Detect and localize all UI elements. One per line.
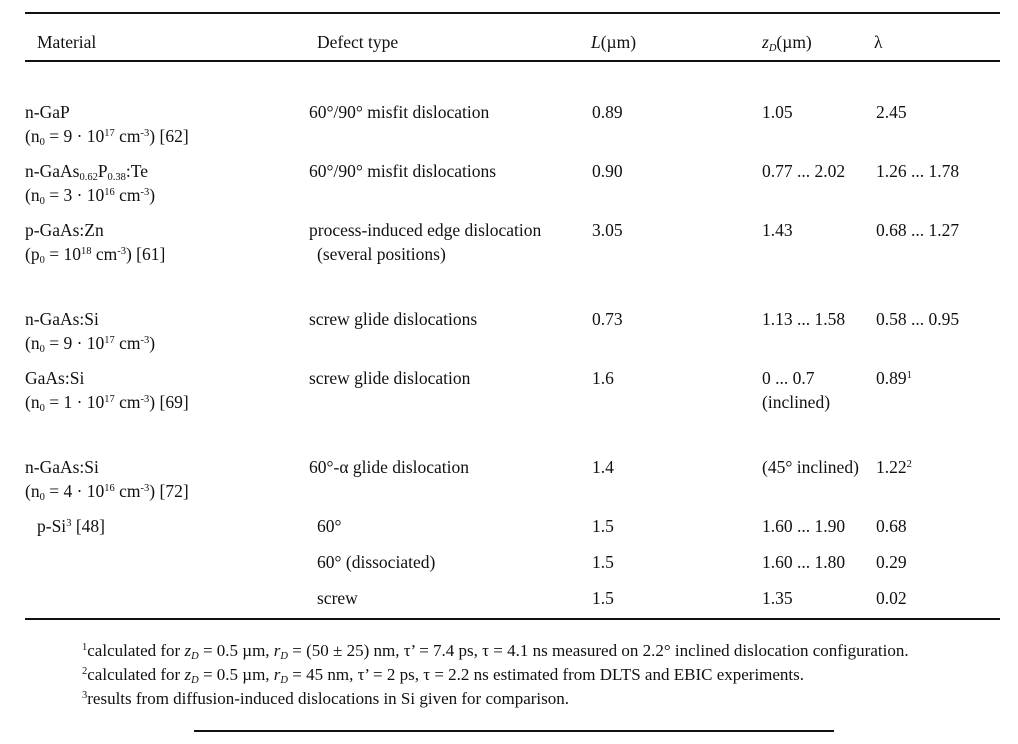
material-cell: n-GaAs:Si	[25, 457, 99, 477]
page-bottom-rule	[194, 730, 834, 732]
material-cell: p-Si$^3$ [48]	[37, 516, 105, 536]
material-doping: ($n_0 = 9 \cdot 10^{17}$ $cm^{-3}$)	[25, 333, 156, 355]
defect-cell: process-induced edge dislocation	[309, 220, 542, 240]
material-cell: $n-GaAs_{0.62}P_{0.38}:Te$	[25, 161, 149, 183]
material-cell: n-GaAs:Si	[25, 309, 99, 329]
zd-cell: 0.77 ... 2.02	[762, 161, 846, 181]
lambda-cell: 0.02	[876, 588, 907, 608]
header-lambda: λ	[874, 32, 883, 52]
l-cell: 3.05	[592, 220, 623, 240]
material-cell: n-GaP	[25, 102, 70, 122]
lambda-cell: 1.22$^2$	[876, 457, 912, 477]
table-top-rule	[25, 12, 1000, 14]
l-cell: 1.6	[592, 368, 614, 388]
l-cell: 0.89	[592, 102, 623, 122]
lambda-cell: 0.68	[876, 516, 907, 536]
footnote-3: $^3$results from diffusion-induced dislocations in Si given for comparison.	[82, 689, 570, 708]
zd-cell: 1.05	[762, 102, 793, 122]
l-cell: 1.5	[592, 552, 614, 572]
zd-cell: 0 ... 0.7	[762, 368, 815, 388]
defect-cell: 60°-α glide dislocation	[309, 457, 470, 477]
footnote-1: $^1$calculated for $z_D = 0.5$ µm, $r_D = (50 \pm 25)$ nm, τ’ = 7.4 ps, τ = 4.1 ns measured on 2.2° inclined dislocation configuration.	[82, 641, 909, 662]
zd-cell: 1.43	[762, 220, 793, 240]
material-doping: ($n_0 = 9 \cdot 10^{17}$ $cm^{-3}$) [62]	[25, 126, 189, 148]
header-l: L(µm)	[591, 32, 637, 52]
header-material: Material	[37, 32, 97, 52]
lambda-cell: 1.26 ... 1.78	[876, 161, 960, 181]
defect-cell: 60°	[317, 516, 342, 536]
header-zd: $z_D(\mu m)$	[762, 32, 812, 54]
zd-cell-line2: (inclined)	[762, 392, 831, 412]
footnote-2: $^2$calculated for $z_D = 0.5$ µm, $r_D = 45$ nm, τ’ = 2 ps, τ = 2.2 ns estimated from DLTS and EBIC experiments.	[82, 665, 805, 686]
l-cell: 1.5	[592, 516, 614, 536]
lambda-cell: 2.45	[876, 102, 907, 122]
l-cell: 1.4	[592, 457, 614, 477]
header-defect-type: Defect type	[317, 32, 399, 52]
zd-cell: 1.13 ... 1.58	[762, 309, 846, 329]
table-header-rule	[25, 60, 1000, 62]
defect-cell: 60°/90° misfit dislocation	[309, 102, 490, 122]
material-cell: p-GaAs:Zn	[25, 220, 104, 240]
l-cell: 1.5	[592, 588, 614, 608]
defect-cell: screw	[317, 588, 358, 608]
material-doping: ($p_0 = 10^{18}$ $cm^{-3}$) [61]	[25, 244, 166, 266]
defect-cell: 60° (dissociated)	[317, 552, 436, 572]
lambda-cell: 0.29	[876, 552, 907, 572]
material-doping: ($n_0 = 3 \cdot 10^{16}$ $cm^{-3}$)	[25, 185, 156, 207]
l-cell: 0.90	[592, 161, 623, 181]
defect-cell: 60°/90° misfit dislocations	[309, 161, 497, 181]
lambda-cell: 0.58 ... 0.95	[876, 309, 960, 329]
defect-cell: screw glide dislocation	[309, 368, 471, 388]
zd-cell: 1.35	[762, 588, 793, 608]
zd-cell: 1.60 ... 1.90	[762, 516, 846, 536]
lambda-cell: 0.68 ... 1.27	[876, 220, 960, 240]
zd-cell: (45° inclined)	[762, 457, 859, 477]
zd-cell: 1.60 ... 1.80	[762, 552, 846, 572]
material-doping: ($n_0 = 4 \cdot 10^{16}$ $cm^{-3}$) [72]	[25, 481, 189, 503]
material-doping: ($n_0 = 1 \cdot 10^{17}$ $cm^{-3}$) [69]	[25, 392, 189, 414]
l-cell: 0.73	[592, 309, 623, 329]
table-bottom-rule	[25, 618, 1000, 620]
defect-cell: screw glide dislocations	[309, 309, 478, 329]
defect-cell-line2: (several positions)	[317, 244, 446, 264]
material-cell: GaAs:Si	[25, 368, 85, 388]
lambda-cell: 0.89$^1$	[876, 368, 912, 388]
